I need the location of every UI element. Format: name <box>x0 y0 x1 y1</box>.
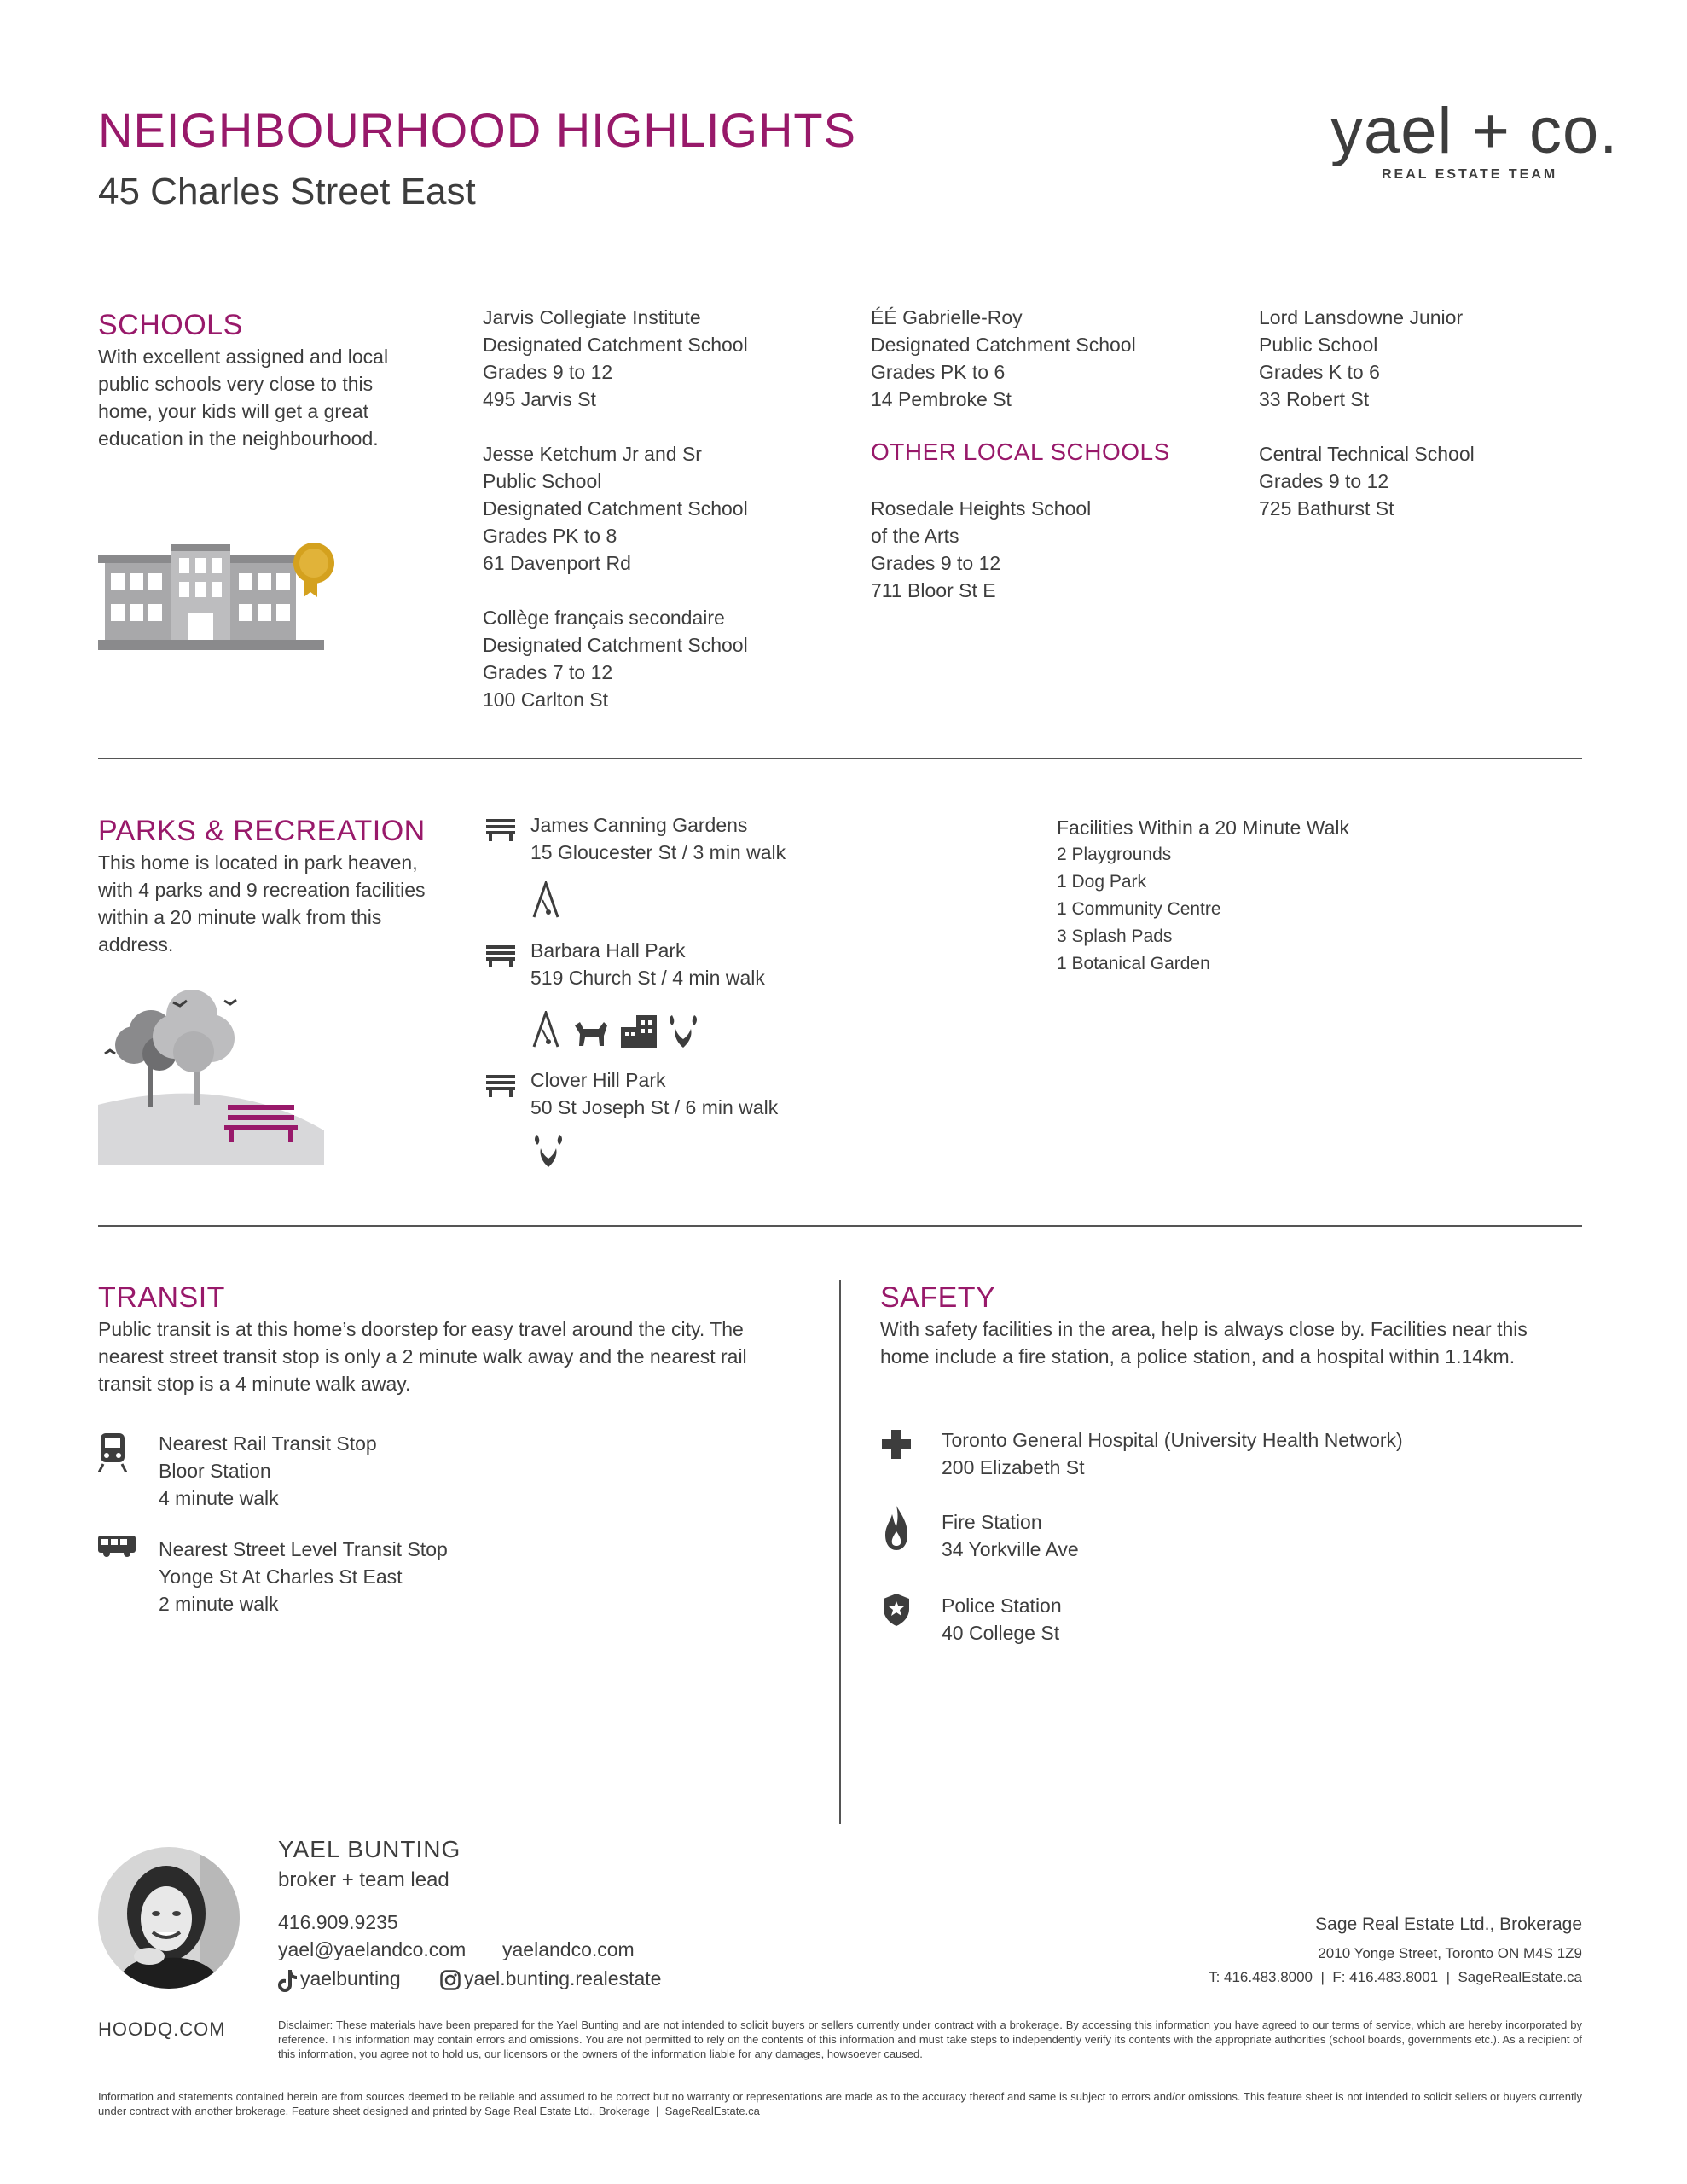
facilities-heading: Facilities Within a 20 Minute Walk <box>1057 816 1349 839</box>
instagram-icon <box>440 1970 461 1990</box>
fire-icon <box>884 1504 909 1552</box>
fire-station-name: Fire Station <box>942 1511 1042 1533</box>
property-address: 45 Charles Street East <box>98 171 476 212</box>
brand-logo: yael + co. <box>1330 95 1619 167</box>
school-entry <box>1259 304 1475 413</box>
playground-icon <box>530 881 561 919</box>
school-name-cont: Public School <box>1259 334 1378 356</box>
school-name-cont: of the Arts <box>871 525 959 547</box>
hospital-cross-icon <box>882 1430 911 1459</box>
park-name: Clover Hill Park <box>530 1069 666 1091</box>
transit-description: Public transit is at this home’s doorstep for easy travel around the city. The nearest street transit stop is only a 2 minute walk away and the nearest rail transit stop is a 4 minute walk away. <box>98 1318 747 1395</box>
agent-avatar <box>98 1847 240 1989</box>
footer-note: Information and statements contained herein are from sources deemed to be reliable and assumed to be correct but no warranty or representations are made as to the accuracy thereof and same is subject to errors and/or omissions. This feature sheet is not intended to solicit sellers or buyers currently under contract with another brokerage. Feature sheet designed and printed by Sage Real Estate Ltd., Brokerage | SageRealEstate.ca <box>98 2090 1586 2117</box>
street-transit-stop <box>159 1536 448 1618</box>
rail-walk: 4 minute walk <box>159 1487 279 1509</box>
school-grades: Grades 9 to 12 <box>1259 470 1389 492</box>
school-designation: Designated Catchment School <box>483 634 748 656</box>
transit-heading: TRANSIT <box>98 1281 225 1314</box>
brokerage-name: Sage Real Estate Ltd., Brokerage <box>1315 1914 1582 1934</box>
park-item <box>530 937 765 991</box>
column-divider <box>839 1280 841 1824</box>
facilities-list <box>1057 814 1349 978</box>
school-entry <box>483 604 748 713</box>
school-designation: Designated Catchment School <box>483 334 748 356</box>
school-col-2 <box>871 304 1136 413</box>
other-schools-heading: OTHER LOCAL SCHOOLS <box>871 439 1170 465</box>
bench-icon <box>486 819 515 841</box>
agent-phone[interactable]: 416.909.9235 <box>278 1911 398 1933</box>
schools-description: With excellent assigned and local public schools very close to this home, your kids will get a great education in the neighbourhood. <box>98 346 389 450</box>
section-divider <box>98 1225 1582 1227</box>
fire-station-address: 34 Yorkville Ave <box>942 1538 1079 1560</box>
school-address: 711 Bloor St E <box>871 579 996 601</box>
parks-heading: PARKS & RECREATION <box>98 815 426 847</box>
hospital-address: 200 Elizabeth St <box>942 1456 1085 1478</box>
school-name: Rosedale Heights School <box>871 497 1092 520</box>
disclaimer-text: Disclaimer: These materials have been prepared for the Yael Bunting and are not intended to solicit buyers or sellers currently under contract with a brokerage. By accessing this information you have agreed to our terms of service, which are hereby incorporated by reference. This information may contain errors and omissions. You are not permitted to rely on the contents of this information and must take steps to independently verify its contents with the appropriate authorities (school boards, governments etc.). As a recipient of this information, you agree not to hold us, our licensors or the owners of the information liable for any damages, howsoever caused. <box>278 2018 1582 2060</box>
bus-icon <box>98 1536 136 1558</box>
police-station-address: 40 College St <box>942 1622 1060 1644</box>
street-label: Nearest Street Level Transit Stop <box>159 1538 448 1560</box>
school-name: Lord Lansdowne Junior <box>1259 306 1464 328</box>
agent-tiktok[interactable]: yaelbunting <box>300 1967 401 1989</box>
park-detail: 50 St Joseph St / 6 min walk <box>530 1096 779 1118</box>
community-centre-icon <box>619 1015 658 1048</box>
street-walk: 2 minute walk <box>159 1593 279 1615</box>
school-entry <box>871 495 1091 604</box>
agent-email[interactable]: yael@yaelandco.com <box>278 1938 467 1960</box>
safety-description: With safety facilities in the area, help is always close by. Facilities near this home include a fire station, a police station, and a hospital within 1.14km. <box>880 1318 1528 1368</box>
agent-website[interactable]: yaelandco.com <box>502 1938 635 1960</box>
police-station-item <box>942 1592 1062 1647</box>
facility-item: 1 Botanical Garden <box>1057 954 1210 973</box>
rail-label: Nearest Rail Transit Stop <box>159 1432 377 1455</box>
facility-item: 1 Community Centre <box>1057 899 1221 919</box>
brokerage-contact[interactable]: T: 416.483.8000 | F: 416.483.8001 | SageRealEstate.ca <box>1209 1969 1582 1985</box>
facility-item: 2 Playgrounds <box>1057 845 1172 864</box>
section-divider <box>98 758 1582 759</box>
brokerage-address: 2010 Yonge Street, Toronto ON M4S 1Z9 <box>1318 1945 1582 1961</box>
school-address: 495 Jarvis St <box>483 388 596 410</box>
school-name: Jarvis Collegiate Institute <box>483 306 701 328</box>
school-grades: Grades 7 to 12 <box>483 661 613 683</box>
park-item <box>530 811 786 866</box>
fire-station-item <box>942 1508 1079 1563</box>
park-name: Barbara Hall Park <box>530 939 686 961</box>
street-stop: Yonge St At Charles St East <box>159 1565 403 1588</box>
facility-item: 1 Dog Park <box>1057 872 1147 892</box>
school-building-icon <box>98 537 345 657</box>
police-station-name: Police Station <box>942 1594 1062 1617</box>
school-designation: Designated Catchment School <box>871 334 1136 356</box>
school-address: 61 Davenport Rd <box>483 552 631 574</box>
school-col-1 <box>483 304 748 713</box>
school-entry <box>1259 440 1475 522</box>
bench-icon <box>486 1075 515 1097</box>
schools-heading: SCHOOLS <box>98 309 243 341</box>
park-detail: 519 Church St / 4 min walk <box>530 967 765 989</box>
school-name-cont: Public School <box>483 470 602 492</box>
school-address: 14 Pembroke St <box>871 388 1012 410</box>
hoodq-logo[interactable]: HOODQ.COM <box>98 2018 226 2040</box>
school-entry <box>483 304 748 413</box>
school-address: 725 Bathurst St <box>1259 497 1394 520</box>
park-detail: 15 Gloucester St / 3 min walk <box>530 841 786 863</box>
page-title: NEIGHBOURHOOD HIGHLIGHTS <box>98 103 856 157</box>
safety-heading: SAFETY <box>880 1281 996 1314</box>
park-item <box>530 1066 778 1121</box>
school-address: 100 Carlton St <box>483 688 609 711</box>
school-address: 33 Robert St <box>1259 388 1370 410</box>
school-col-3 <box>1259 304 1475 522</box>
playground-icon <box>530 1011 561 1048</box>
agent-role: broker + team lead <box>278 1868 449 1891</box>
school-name: ÉÉ Gabrielle-Roy <box>871 306 1023 328</box>
police-shield-icon <box>884 1594 909 1626</box>
train-icon <box>98 1433 127 1472</box>
park-scene-icon <box>98 985 328 1165</box>
school-grades: Grades 9 to 12 <box>871 552 1001 574</box>
bench-icon <box>486 945 515 967</box>
hospital-item <box>942 1426 1403 1481</box>
school-grades: Grades K to 6 <box>1259 361 1380 383</box>
school-grades: Grades 9 to 12 <box>483 361 613 383</box>
rail-station: Bloor Station <box>159 1460 271 1482</box>
agent-name: YAEL BUNTING <box>278 1836 461 1862</box>
hospital-name: Toronto General Hospital (University Health Network) <box>942 1429 1403 1451</box>
school-grades: Grades PK to 8 <box>483 525 617 547</box>
rail-transit-stop <box>159 1430 377 1512</box>
school-entry <box>483 440 748 577</box>
school-designation: Designated Catchment School <box>483 497 748 520</box>
facility-item: 3 Splash Pads <box>1057 926 1173 946</box>
agent-instagram[interactable]: yael.bunting.realestate <box>464 1967 662 1989</box>
tiktok-icon <box>278 1970 297 1992</box>
parks-description: This home is located in park heaven, with 4 parks and 9 recreation facilities within a 20 minute walk from this address. <box>98 851 426 956</box>
splash-pad-icon <box>665 1014 701 1049</box>
school-col-2-other <box>871 495 1091 604</box>
school-name: Collège français secondaire <box>483 607 725 629</box>
school-name: Central Technical School <box>1259 443 1475 465</box>
school-entry <box>871 304 1136 413</box>
school-name: Jesse Ketchum Jr and Sr <box>483 443 702 465</box>
park-name: James Canning Gardens <box>530 814 748 836</box>
school-grades: Grades PK to 6 <box>871 361 1006 383</box>
dog-icon <box>571 1017 609 1048</box>
brand-logo-subtitle: REAL ESTATE TEAM <box>1382 167 1558 182</box>
splash-pad-icon <box>530 1133 566 1169</box>
